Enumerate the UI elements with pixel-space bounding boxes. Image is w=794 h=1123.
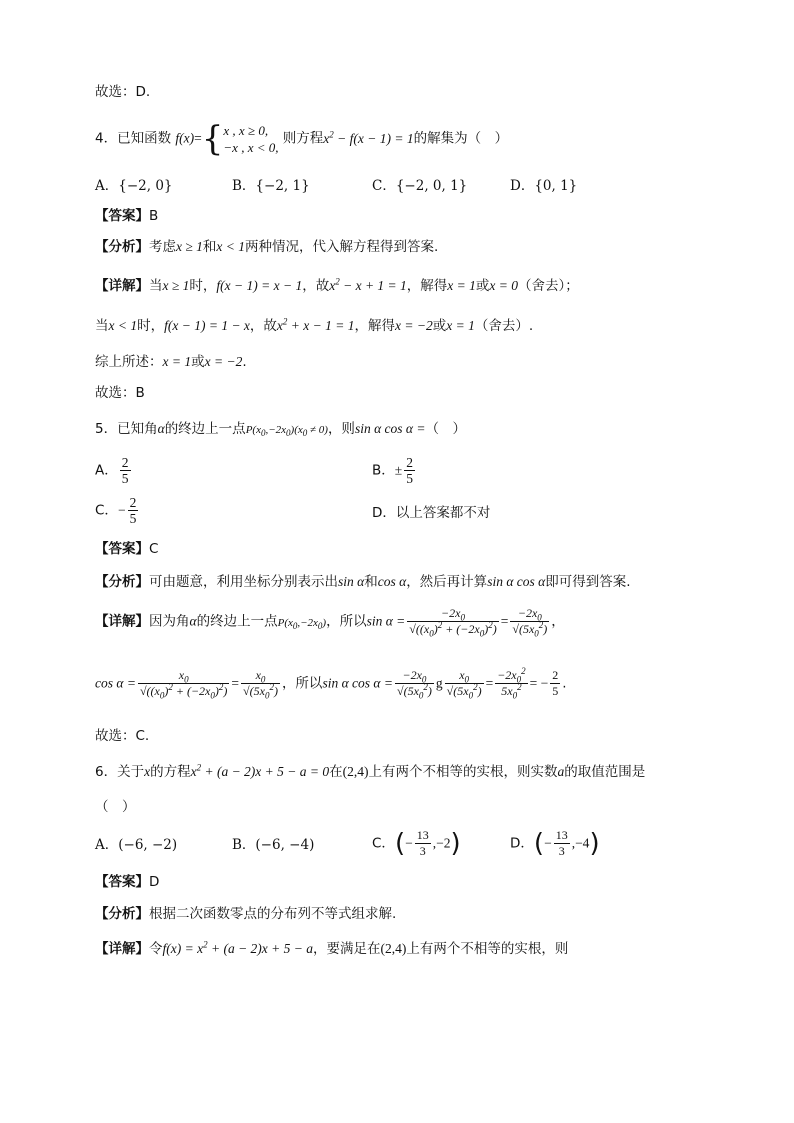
q4-option-b[interactable]: B．{−2, 1}: [232, 178, 310, 194]
q6-option-b[interactable]: B．(−6, −4): [232, 837, 315, 853]
q4-option-a[interactable]: A．{−2, 0}: [95, 178, 173, 194]
q6-analysis: 【分析】根据二次函数零点的分布列不等式组求解.: [95, 906, 397, 922]
q5-stem: 5．已知角α的终边上一点$P(x_0,-2x_0)(x_0 \ne 0)$，则sin α cos α =（ ）: [95, 421, 466, 439]
q5-detail-line-1: 【详解】因为角α的终边上一点$P(x_0,-2x_0)$，所以sin α = $\frac{-2x_0}{√((x_0)^2 + (-2x_0)^2)}$ = $\frac{-2x_0}{√(5x_0^2)}$ ，: [95, 606, 565, 639]
q4-summary: 综上所述：x = 1或x = −2.: [95, 354, 247, 370]
q4-stem: 4．已知函数 f(x)={ x , x ≥ 0, −x , x < 0, 则方程$x^2 - f(x - 1) = 1$的解集为（ ）: [95, 119, 509, 159]
q6-answer: 【答案】D: [95, 874, 160, 890]
q5-analysis: 【分析】可由题意，利用坐标分别表示出sin α和cos α，然后再计算sin α cos α即可得到答案.: [95, 574, 631, 590]
q4-conclusion: 故选：B: [95, 385, 145, 401]
q5-conclusion: 故选：C.: [95, 728, 150, 744]
q4-number: 4．: [95, 130, 118, 147]
q6-option-d[interactable]: D．(− $\frac{13}{3}$ ,−4): [510, 828, 600, 859]
q6-stem-bracket: （ ）: [95, 799, 136, 815]
q4-option-d[interactable]: D．{0, 1}: [510, 178, 578, 194]
q5-option-c[interactable]: C．− $\frac{2}{5}$: [95, 495, 137, 526]
q3-conclusion: 故选：D.: [95, 84, 151, 100]
q5-option-d[interactable]: D．以上答案都不对: [372, 505, 491, 521]
q6-stem: 6．关于x的方程$x^2 + (a - 2)x + 5 - a = 0$在(2,4)上有两个不相等的实根，则实数a的取值范围是: [95, 762, 646, 780]
q6-option-c[interactable]: C．(− $\frac{13}{3}$ ,−2): [372, 828, 461, 859]
q4-detail-line-2: 当x < 1时，f(x − 1) = 1 − x，故$x^2 + x - 1 = 1$，解得x = −2或x = 1（舍去）.: [95, 316, 534, 334]
q5-option-a[interactable]: A． $\frac{2}{5}$: [95, 455, 129, 486]
q5-option-b[interactable]: B．± $\frac{2}{5}$: [372, 455, 413, 486]
q4-detail-line-1: 【详解】当x ≥ 1时，f(x − 1) = x − 1，故$x^2 - x + 1 = 1$，解得x = 1或x = 0（舍去）；: [95, 276, 579, 294]
q5-answer: 【答案】C: [95, 541, 159, 557]
q6-detail: 【详解】令$f(x) = x^2 + (a - 2)x + 5 - a$，要满足在(2,4)上有两个不相等的实根，则: [95, 939, 569, 957]
q5-detail-line-2: cos α = $\frac{x_0}{√((x_0)^2 + (-2x_0)^2)}$ = $\frac{x_0}{√(5x_0^2)}$ ，所以sin α cos α = $\frac{-2x_0}{√(5x_0^2)}$ g $\frac{x_0}{√(5x_0^2)}$ = $\frac{-2x_0^2}{5x_0^2}$ = − $\frac{2}{5}$ .: [95, 666, 567, 701]
q4-answer: 【答案】B: [95, 208, 159, 224]
q6-option-a[interactable]: A．(−6, −2): [95, 837, 178, 853]
q4-analysis: 【分析】考虑x ≥ 1和x < 1两种情况，代入解方程得到答案.: [95, 239, 439, 255]
q4-option-c[interactable]: C．{−2, 0, 1}: [372, 178, 468, 194]
